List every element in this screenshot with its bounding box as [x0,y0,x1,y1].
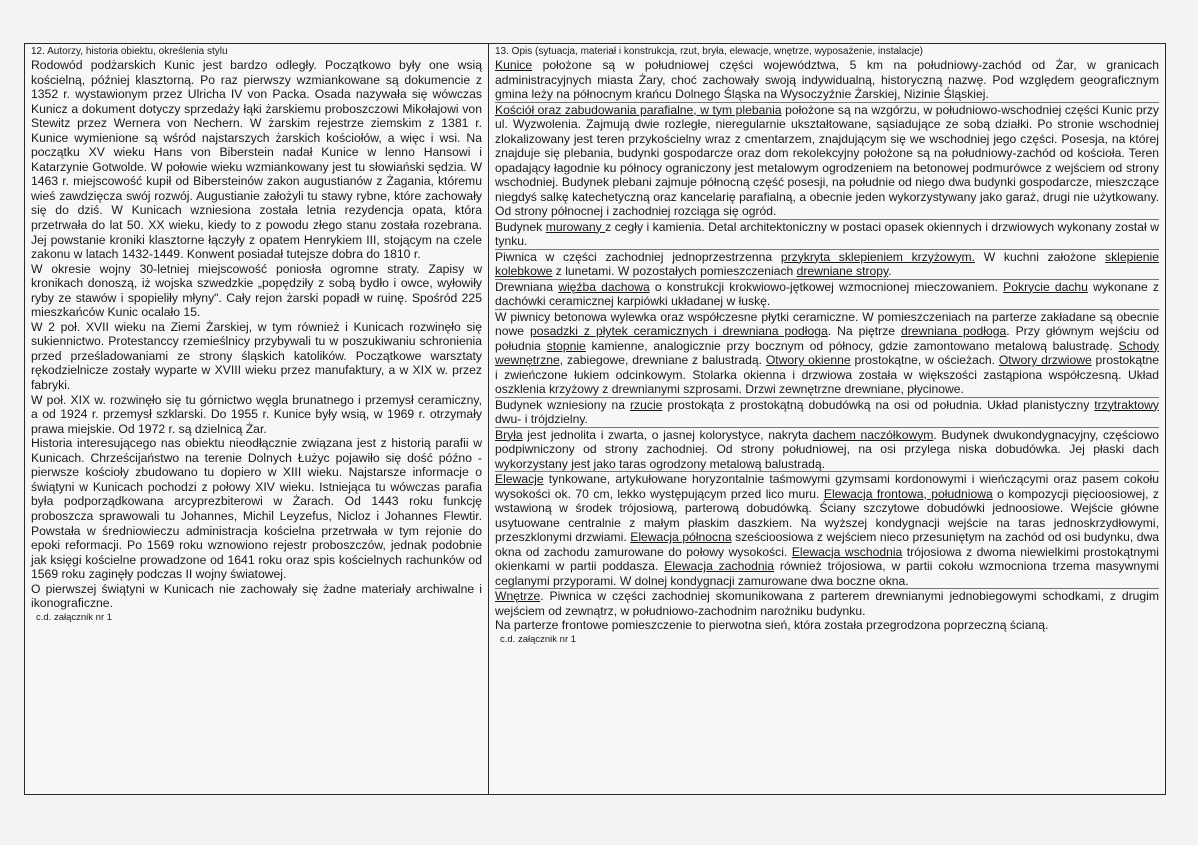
history-paragraph-3: W 2 poł. XVII wieku na Ziemi Żarskiej, w tym również i Kunicach rozwinęło się sukiennictwo. Protestanccy rzemieślnicy przybywali tu w poszukiwaniu schronienia przed prześladowaniami ze strony śląskich katolików. Początkowe warsztaty rękodzielnicze zostały wyparte w XVIII wieku przez manufaktury, a w XIX w. przez fabryki. [31,319,482,393]
description-facades-paragraph: Elewacje tynkowane, artykułowane horyzontalnie taśmowymi gzymsami kordonowymi i wieńczącymi oraz pasem cokołu wysokości ok. 70 cm, lekko występującym przed lico muru. Elewacja frontowa, południowa o kompozycji pięcioosiowej, z wstawioną w środek trójosiową, parterową dobudówką. Ściany szczytowe dobudówki jednoosiowe. Wejście główne usytuowane centralnie z małym płaskim daszkiem. Na wyższej kondygnacji wejście na taras jednoskrzydłowymi, przeszklonymi drzwiami. Elewacja północna sześcioosiowa z wejściem nieco przesuniętym na zachód od osi budynku, dwa okna od zachodu zamurowane do połowy wysokości. Elewacja wschodnia trójosiowa z dwoma niewielkimi prostokątnymi okienkami w partii poddasza. Elewacja zachodnia również trójosiowa, w partii cokołu wzmocniona trzema masywnymi ceglanymi przyporami. W dolnej kondygnacji zamurowane dwa boczne okna. [495,472,1160,588]
term-north-facade: Elewacja północna [630,530,732,544]
term-roof-covering: Pokrycie dachu [1003,279,1088,294]
term-west-facade: Elewacja zachodnia [664,559,775,573]
description-interior-paragraph: Wnętrze. Piwnica w części zachodniej skomunikowana z parterem drewnianymi jednobiegowymi schodkami, z drugim wejściem od zewnątrz, w południowo-zachodnim narożniku budynku. [495,589,1159,618]
term-kunice: Kunice [495,58,533,72]
term-church-and-buildings: Kościół oraz zabudowania parafialne, w tym plebania [495,102,782,117]
term-door-openings: Otwory drzwiowe [998,353,1092,367]
term-cross-vault: przykryta sklepieniem krzyżowym. [780,249,975,264]
history-paragraph-4: W poł. XIX w. rozwinęło się tu górnictwo węgla brunatnego i przemysł ceramiczny, a od 1924 r. przemysł szklarski. Do 1955 r. Kunice były wsią, w 1969 r. otrzymały prawa miejskie. Od 1972 r. są dzielnicą Żar. [31,392,482,436]
term-internal-stairs: Schody wewnętrzne [495,338,1160,367]
description-vaults-paragraph: Piwnica w części zachodniej jednoprzestrzenna przykryta sklepieniem krzyżowym. W kuchni założone sklepienie kolebkowe z lunetami. W pozostałych pomieszczeniach drewniane stropy. [495,249,1159,278]
description-continuation-note: c.d. załącznik nr 1 [500,633,577,645]
term-murowany: murowany [545,219,606,234]
history-header: 12. Autorzy, historia obiektu, określenia stylu [31,46,228,57]
term-front-facade: Elewacja frontowa, południowa [823,486,993,501]
term-east-facade: Elewacja wschodnia [791,544,903,559]
term-half-hip-roof: dachem naczółkowym [812,427,934,442]
term-three-bay: trzytraktowy [1094,397,1159,412]
history-paragraph-6: O pierwszej świątyni w Kunicach nie zachowały się żadne materiały archiwalne i ikonograficzne. [31,581,482,611]
term-floors: posadzki z płytek ceramicznych i drewniana podłoga [530,324,828,338]
description-roof-paragraph: Drewniana więźba dachowa o konstrukcji krokwiowo-jętkowej wzmocnionej mieczowaniem. Pokrycie dachu wykonane z dachówki ceramicznej karpiówki układanej w łuskę. [495,279,1159,308]
description-floors-paragraph: W piwnicy betonowa wylewka oraz współczesne płytki ceramiczne. W pomieszczeniach na parterze zakładane są obecnie nowe posadzki z płytek ceramicznych i drewniana podłoga. Na piętrze drewniana podłoga. Przy głównym wejściu od południa stopnie kamienne, analogicznie przy bocznym od północy, gdzie zamontowano metalową balustradę. Schody wewnętrzne, zabiegowe, drewniane z balustradą. Otwory okienne prostokątne, w ościeżach. Otwory drzwiowe prostokątne i zwieńczone łukiem odcinkowym. Stolarka okienna i drzwiowa została w większości zastąpiona współczesną. Układ oszklenia krzyżowy z drewnianymi szprosami. Drzwi zewnętrzne drewniane, płycinowe. [495,309,1160,396]
description-location-paragraph: Kunice położone są w południowej części województwa, 5 km na południowy-zachód od Żar, w granicach administracyjnych miasta Żary, choć zachowały swoją indywidualną, historyczną nazwę. Pod względem geograficznym gmina leży na północnym krańcu Dolnego Śląska na Wysoczyźnie Żarskiej, Nizinie Śląskiej. [495,58,1159,101]
term-plan: rzucie [630,397,663,412]
description-material-paragraph: Budynek murowany z cegły i kamienia. Detal architektoniczny w postaci opasek okiennych i drzwiowych wykonany został w tynku. [495,219,1159,248]
history-paragraph-5: Historia interesującego nas obiektu nieodłącznie związana jest z historią parafii w Kunicach. Chrześcijaństwo na terenie Dolnych Łużyc pojawiło się dość późno -pierwsze kościoły zbudowano tu dopiero w XIII wieku. Najstarsze informacje o świątyni w Kunicach pochodzi z połowy XIV wieku. Istniejąca tu wówczas parafia była podporządkowana arcyprezbiterowi w Żarach. Od 1443 roku funkcję proboszcza sprawowali tu Johannes, Michil Leyzefus, Nicloz i Johannes Flewtir. Powstała w średniowieczu administracja kościelna przetrwała w tym rejonie do epoki reformacji. Po 1569 roku wznowiono rejestr proboszczów, jednak podobnie jak księgi kościelne prowadzone od 1641 roku oraz spis kościelnych rachunków od 1569 roku zaginęły podczas II wojny światowej. [31,436,482,582]
term-barrel-vault: sklepienie kolebkowe [495,249,1159,278]
description-column [489,44,1165,794]
form-sheet [24,43,1166,795]
history-paragraph-2: W okresie wojny 30-letniej miejscowość poniosła ogromne straty. Zapisy w kronikach donoszą, iż wojska szwedzkie „popędziły z sobą bydło i owce, wyłowiły ryby ze stawów i spopieliły młyny". Cały rejon żarski popadł w ruinę. Spośród 225 mieszkańców Kunic ocalało 15. [31,261,482,320]
description-header: 13. Opis (sytuacja, materiał i konstrukcja, rzut, bryła, elewacje, wnętrze, wyposażenie, instalacje) [495,46,923,57]
term-roof-truss: więźba dachowa [558,279,650,294]
description-plan-paragraph: Budynek wzniesiony na rzucie prostokąta z prostokątną dobudówką na osi od południa. Układ planistyczny trzytraktowy dwu- i trójdzielny. [495,397,1159,426]
history-column [25,44,489,794]
description-mass-paragraph: Bryła jest jednolita i zwarta, o jasnej kolorystyce, nakryta dachem naczółkowym. Budynek dwukondygnacyjny, częściowo podpiwniczony od strony zachodniej. Od strony południowej, na osi przylega niska dobudówka. Jej płaski dach wykorzystany jest jako taras ogrodzony metalową balustradą. [495,427,1159,471]
term-mass: Bryła [495,427,523,442]
term-steps: stopnie [546,338,586,353]
term-interior: Wnętrze [495,589,541,603]
term-wooden-floor: drewniana podłoga [901,324,1007,338]
description-groundfloor-paragraph: Na parterze frontowe pomieszczenie to pierwotna sień, która została przegrodzona poprzeczną ścianą. [495,618,1049,632]
description-site-paragraph: Kościół oraz zabudowania parafialne, w tym plebania położone są na wzgórzu, w południowo-wschodniej części Kunic przy ul. Wyzwolenia. Zajmują dwie rozległe, nieregularnie ukształtowane, sąsiadujące ze sobą działki. Po stronie wschodniej zlokalizowany jest teren przykościelny wraz z cmentarzem, znajdującym się we wschodniej jego części. Posesja, na której znajduje się plebania, budynki gospodarcze oraz dom rekolekcyjny położone są na południowy-zachód od kościoła. Teren opadający łagodnie ku północy ograniczony jest metalowym ogrodzeniem na betonowej podmurówce z wejściem od strony wschodniej. Budynek plebani zajmuje północną część posesji, na południe od niego dwa budynki gospodarcze, mieszczące niegdyś salkę katechetyczną oraz kancelarię parafialną, a obecnie jeden wykorzystywany jako garaż, drugi nie użytkowany. Od strony północnej i zachodniej rozciąga się ogród. [495,102,1159,218]
term-facades: Elewacje [495,472,544,486]
term-wooden-ceilings: drewniane stropy [796,264,889,278]
history-paragraph-1: Rodowód podżarskich Kunic jest bardzo odległy. Początkowo były one wsią kościelną, później klasztorną. Po raz pierwszy wzmiankowane są dokumencie z 1352 r. wystawionym przez Ulricha IV von Packa. Osada nazywała się wówczas Kunicz a dokument dotyczy sprzedaży łąki żarskiemu proboszczowi Mikołajowi von Stewitz przez Wernera von Nechern. W żarskim rejestrze ziemskim z 1381 r. Kunice wymienione są wśród najstarszych żarskich kościołów, a więc i wsi. Na początku XV wieku Hans von Biberstein nadał Kunice w lenno Hansowi i Katarzynie Gotwolde. W połowie wieku wzmiankowany jest tu słowiański sędzia. W 1463 r. miejscowość kupił od Bibersteinów zakon augustianów z Żagania, któremu wieś zawdzięcza swój rozwój. Augustianie założyli tu stawy rybne, które zachowały się do dziś. W Kunicach wzniesiona została letnia rezydencja opata, która przetrwała do lat 50. XX wieku, kiedy to z powodu złego stanu została rozebrana. Jej powstanie kroniki klasztorne łączyły z opatem Henrykiem III, stojącym na czele zakonu w latach 1432-1449. Konwent posiadał tutejsze dobra do 1810 r. [31,58,482,262]
history-continuation-note: c.d. załącznik nr 1 [36,611,113,623]
term-window-openings: Otwory okienne [765,353,851,367]
